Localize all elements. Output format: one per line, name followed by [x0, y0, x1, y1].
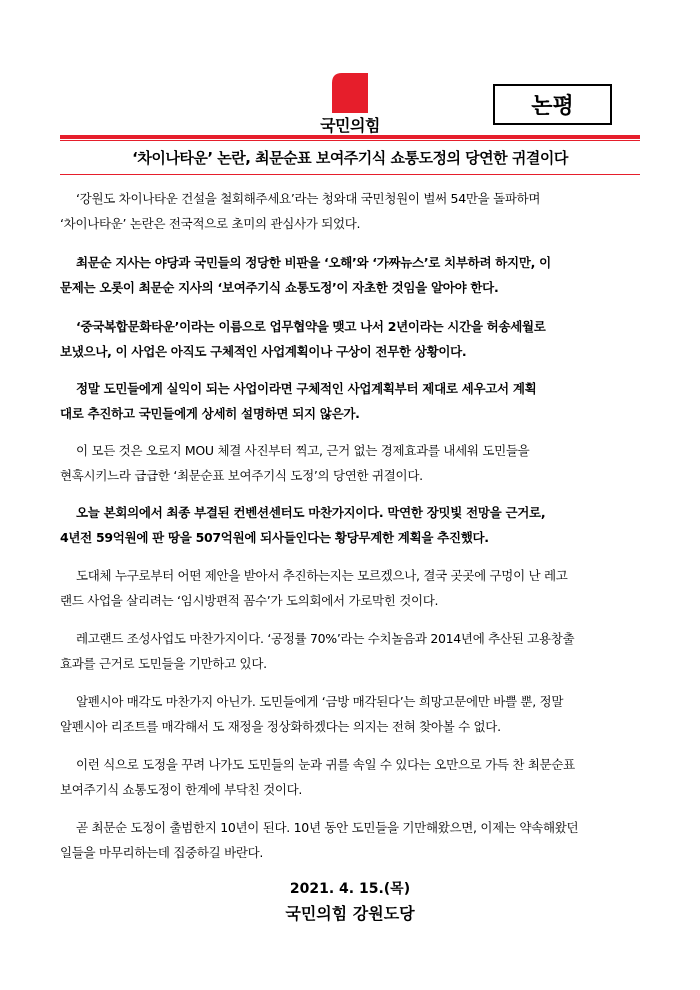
paragraph-line: 4년전 59억원에 판 땅을 507억원에 되사들인다는 황당무계한 계획을 추진했다.	[60, 530, 489, 545]
paragraph	[60, 563, 640, 613]
paragraph-line: 문제는 오롯이 최문순 지사의 ‘보여주기식 쇼통도정’이 자초한 것임을 알아야 한다.	[60, 280, 499, 295]
document-type-label: 논평	[493, 84, 612, 125]
paragraph	[60, 186, 640, 236]
paragraph	[60, 752, 640, 802]
headline: ‘차이나타운’ 논란, 최문순표 보여주기식 쇼통도정의 당연한 귀결이다	[132, 149, 568, 167]
headline-rule-top-thin	[60, 140, 640, 141]
issuing-organization: 국민의힘 강원도당	[285, 904, 415, 923]
paragraph-line: ‘강원도 차이나타운 건설을 철회해주세요’라는 청와대 국민청원이 벌써 54만을 돌파하며	[76, 191, 541, 206]
paragraph	[60, 376, 640, 426]
paragraph	[60, 314, 640, 364]
paragraph	[60, 626, 640, 676]
paragraph-line: 곧 최문순 도정이 출범한지 10년이 된다. 10년 동안 도민들을 기만해왔으면, 이제는 약속해왔던	[76, 820, 579, 835]
paragraph	[60, 250, 640, 300]
paragraph-line: 보여주기식 쇼통도정이 한계에 부닥친 것이다.	[60, 782, 303, 797]
release-date: 2021. 4. 15.(목)	[289, 881, 411, 897]
party-logo-text: 국민의힘	[320, 116, 380, 135]
paragraph-line: 도대체 누구로부터 어떤 제안을 받아서 추진하는지는 모르겠으나, 결국 곳곳에 구멍이 난 레고	[76, 568, 568, 583]
headline-rule-bottom	[60, 174, 640, 175]
paragraph-line: 알펜시아 리조트를 매각해서 도 재정을 정상화하겠다는 의지는 전혀 찾아볼 수 없다.	[60, 719, 501, 734]
paragraph-line: 현혹시키느라 급급한 ‘최문순표 보여주기식 도정’의 당연한 귀결이다.	[60, 468, 423, 483]
paragraph-line: 레고랜드 조성사업도 마찬가지이다. ‘공정률 70%’라는 수치놀음과 2014년에 추산된 고용창출	[76, 631, 575, 646]
paragraph-line: 효과를 근거로 도민들을 기만하고 있다.	[60, 656, 267, 671]
paragraph-line: 최문순 지사는 야당과 국민들의 정당한 비판을 ‘오해’와 ‘가짜뉴스’로 치부하려 하지만, 이	[76, 255, 551, 270]
paragraph-line: 랜드 사업을 살리려는 ‘임시방편적 꼼수’가 도의회에서 가로막힌 것이다.	[60, 593, 439, 608]
paragraph-line: 이런 식으로 도정을 꾸려 나가도 도민들의 눈과 귀를 속일 수 있다는 오만으로 가득 찬 최문순표	[76, 757, 575, 772]
paragraph-line: 일들을 마무리하는데 집중하길 바란다.	[60, 845, 264, 860]
party-logo-icon	[332, 73, 368, 113]
paragraph-line: 알펜시아 매각도 마찬가지 아닌가. 도민들에게 ‘금방 매각된다’는 희망고문에만 바쁠 뿐, 정말	[76, 694, 564, 709]
paragraph	[60, 815, 640, 865]
paragraph-line: 보냈으나, 이 사업은 아직도 구체적인 사업계획이나 구상이 전무한 상황이다.	[60, 344, 467, 359]
headline-rule-top	[60, 135, 640, 139]
paragraph-line: 정말 도민들에게 실익이 되는 사업이라면 구체적인 사업계획부터 제대로 세우고서 계획	[76, 381, 537, 396]
paragraph	[60, 689, 640, 739]
paragraph	[60, 500, 640, 550]
paragraph-line: 이 모든 것은 오로지 MOU 체결 사진부터 찍고, 근거 없는 경제효과를 내세워 도민들을	[76, 443, 530, 458]
paragraph	[60, 438, 640, 488]
paragraph-line: ‘차이나타운’ 논란은 전국적으로 초미의 관심사가 되었다.	[60, 216, 361, 231]
paragraph-line: 오늘 본회의에서 최종 부결된 컨벤션센터도 마찬가지이다. 막연한 장밋빛 전망을 근거로,	[76, 505, 546, 520]
paragraph-line: ‘중국복합문화타운’이라는 이름으로 업무협약을 맺고 나서 2년이라는 시간을 허송세월로	[76, 319, 546, 334]
paragraph-line: 대로 추진하고 국민들에게 상세히 설명하면 되지 않은가.	[60, 406, 360, 421]
